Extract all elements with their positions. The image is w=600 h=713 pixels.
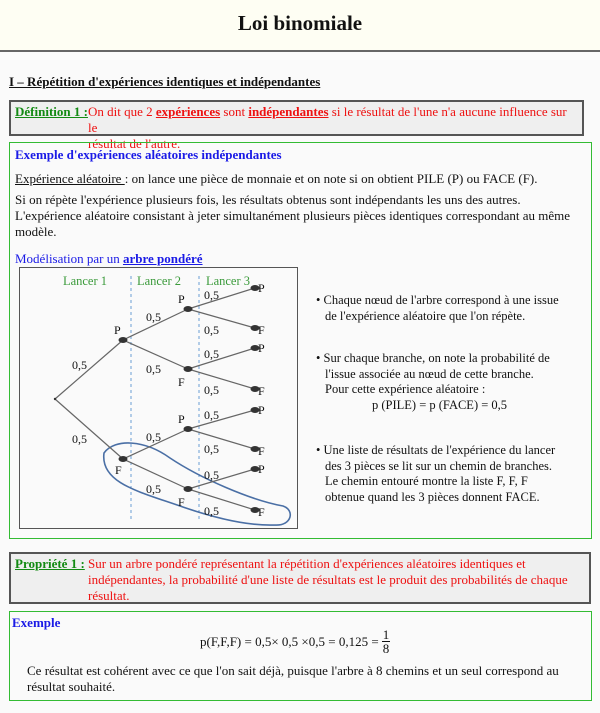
tree-branch (188, 489, 255, 510)
branch-probability: 0,5 (204, 347, 219, 361)
pile-face-formula: p (PILE) = p (FACE) = 0,5 (372, 397, 508, 412)
conclusion (27, 663, 559, 695)
branch-probability: 0,5 (146, 362, 161, 376)
fraction-denominator: 8 (382, 641, 390, 656)
definition-box (9, 100, 584, 151)
branch-probability: 0,5 (204, 408, 219, 422)
node-label: P (178, 412, 185, 426)
tree-branch (188, 410, 255, 429)
bullet-line: des 3 pièces se lit sur un chemin de branches. (325, 458, 553, 473)
property-line: indépendantes, la probabilité d'une liste de résultats est le produit des probabilités de chaque (88, 572, 568, 587)
branch-probability: 0,5 (72, 358, 87, 372)
leaf-label: F (258, 505, 265, 519)
tree-node (184, 486, 193, 492)
definition-text-part: On dit que 2 (88, 104, 156, 119)
product-formula (200, 628, 390, 655)
example-title: Exemple d'expériences aléatoires indépendantes (15, 147, 282, 162)
model-link[interactable]: arbre pondéré (122, 251, 203, 266)
property-text (88, 556, 568, 604)
tree-node (184, 426, 193, 432)
formula-text: p(F,F,F) = 0,5× 0,5 ×0,5 = 0,125 = (200, 633, 379, 649)
definition-text-part: résultat de l'autre. (88, 136, 181, 151)
leaf-label: P (258, 281, 265, 295)
tree-node (184, 366, 193, 372)
tree-node (119, 456, 128, 462)
leaf-label: P (258, 403, 265, 417)
model-line (15, 251, 203, 267)
branch-probability: 0,5 (72, 432, 87, 446)
paragraph-1: Si on répète l'expérience plusieurs fois, les résultats obtenus sont indépendants les uns des autres. (15, 192, 521, 207)
term-independantes: indépendantes (248, 104, 329, 119)
tree-node (119, 337, 128, 343)
node-label: F (115, 463, 122, 477)
node-label: P (114, 323, 121, 337)
branch-probability: 0,5 (204, 442, 219, 456)
paragraph-2: L'expérience aléatoire consistant à jeter simultanément plusieurs pièces identiques correspondant au même modèle. (15, 208, 570, 239)
weighted-tree-diagram (19, 267, 298, 529)
leaf-label: P (258, 341, 265, 355)
bullet-line: de l'expérience aléatoire que l'on répète. (325, 308, 526, 323)
leaf-label: F (258, 444, 265, 458)
page-header (0, 0, 600, 52)
bullet-line: l'issue associée au nœud de cette branche. (325, 366, 534, 381)
term-experiences: expériences (155, 104, 221, 119)
section-title: I – Répétition d'expériences identiques et indépendantes (9, 74, 321, 89)
definition-text-part: sont (220, 104, 249, 119)
column-label: Lancer 1 (62, 274, 108, 288)
bullet-1 (316, 293, 559, 324)
tree-branch (188, 288, 255, 309)
experience-line (15, 171, 538, 187)
conclusion-line: résultat souhaité. (27, 679, 116, 694)
property-label: Propriété 1 : (15, 556, 85, 571)
tree-branch (188, 429, 255, 449)
model-text: Modélisation par un (15, 251, 123, 266)
branch-probability: 0,5 (146, 482, 161, 496)
experience-text: : on lance une pièce de monnaie et on note si on obtient PILE (P) ou FACE (F). (124, 171, 538, 186)
conclusion-line: Ce résultat est cohérent avec ce que l'on sait déjà, puisque l'arbre à 8 chemins et un seul correspond au (27, 663, 559, 678)
fraction (382, 628, 391, 655)
leaf-label: F (258, 323, 265, 337)
column-label: Lancer 2 (136, 274, 182, 288)
example-box-product (9, 611, 592, 701)
bullet-2 (316, 351, 550, 413)
column-label: Lancer 3 (205, 274, 251, 288)
node-label: P (178, 292, 185, 306)
branch-probability: 0,5 (204, 468, 219, 482)
tree-root (54, 398, 56, 400)
tree-svg (20, 268, 297, 528)
leaf-label: P (258, 462, 265, 476)
tree-branch (188, 369, 255, 389)
fraction-numerator: 1 (382, 627, 390, 642)
tree-branch (55, 340, 123, 399)
property-box (9, 552, 591, 604)
tree-branch (55, 399, 123, 459)
bullet-line: Le chemin entouré montre la liste F, F, F (325, 474, 528, 488)
bullet-3 (316, 443, 555, 505)
tree-branch (188, 348, 255, 369)
tree-node (184, 306, 193, 312)
example2-title: Exemple (12, 615, 61, 630)
node-label: F (178, 495, 185, 509)
branch-probability: 0,5 (146, 430, 161, 444)
bullet-line: • Sur chaque branche, on note la probabilité de (316, 351, 550, 365)
node-label: F (178, 375, 185, 389)
bullet-line: • Chaque nœud de l'arbre correspond à une issue (316, 293, 559, 307)
leaf-label: F (258, 384, 265, 398)
branch-probability: 0,5 (204, 323, 219, 337)
branch-probability: 0,5 (146, 310, 161, 324)
page-title: Loi binomiale (237, 11, 363, 35)
definition-label: Définition 1 : (15, 104, 88, 119)
bullet-line: • Une liste de résultats de l'expérience du lancer (316, 443, 556, 457)
bullet-line: obtenue quand les 3 pièces donnent FACE. (325, 489, 540, 504)
tree-branch (188, 309, 255, 328)
property-line: Sur un arbre pondéré représentant la répétition d'expériences aléatoires identiques et (88, 556, 526, 571)
bullet-line: Pour cette expérience aléatoire : (325, 382, 486, 396)
branch-probability: 0,5 (204, 288, 219, 302)
experience-label: Expérience aléatoire (15, 171, 125, 186)
definition-text-part: si le résultat de l'une n'a aucune influence sur le (88, 104, 567, 135)
branch-probability: 0,5 (204, 504, 219, 518)
branch-probability: 0,5 (204, 383, 219, 397)
property-line: résultat. (88, 588, 130, 603)
